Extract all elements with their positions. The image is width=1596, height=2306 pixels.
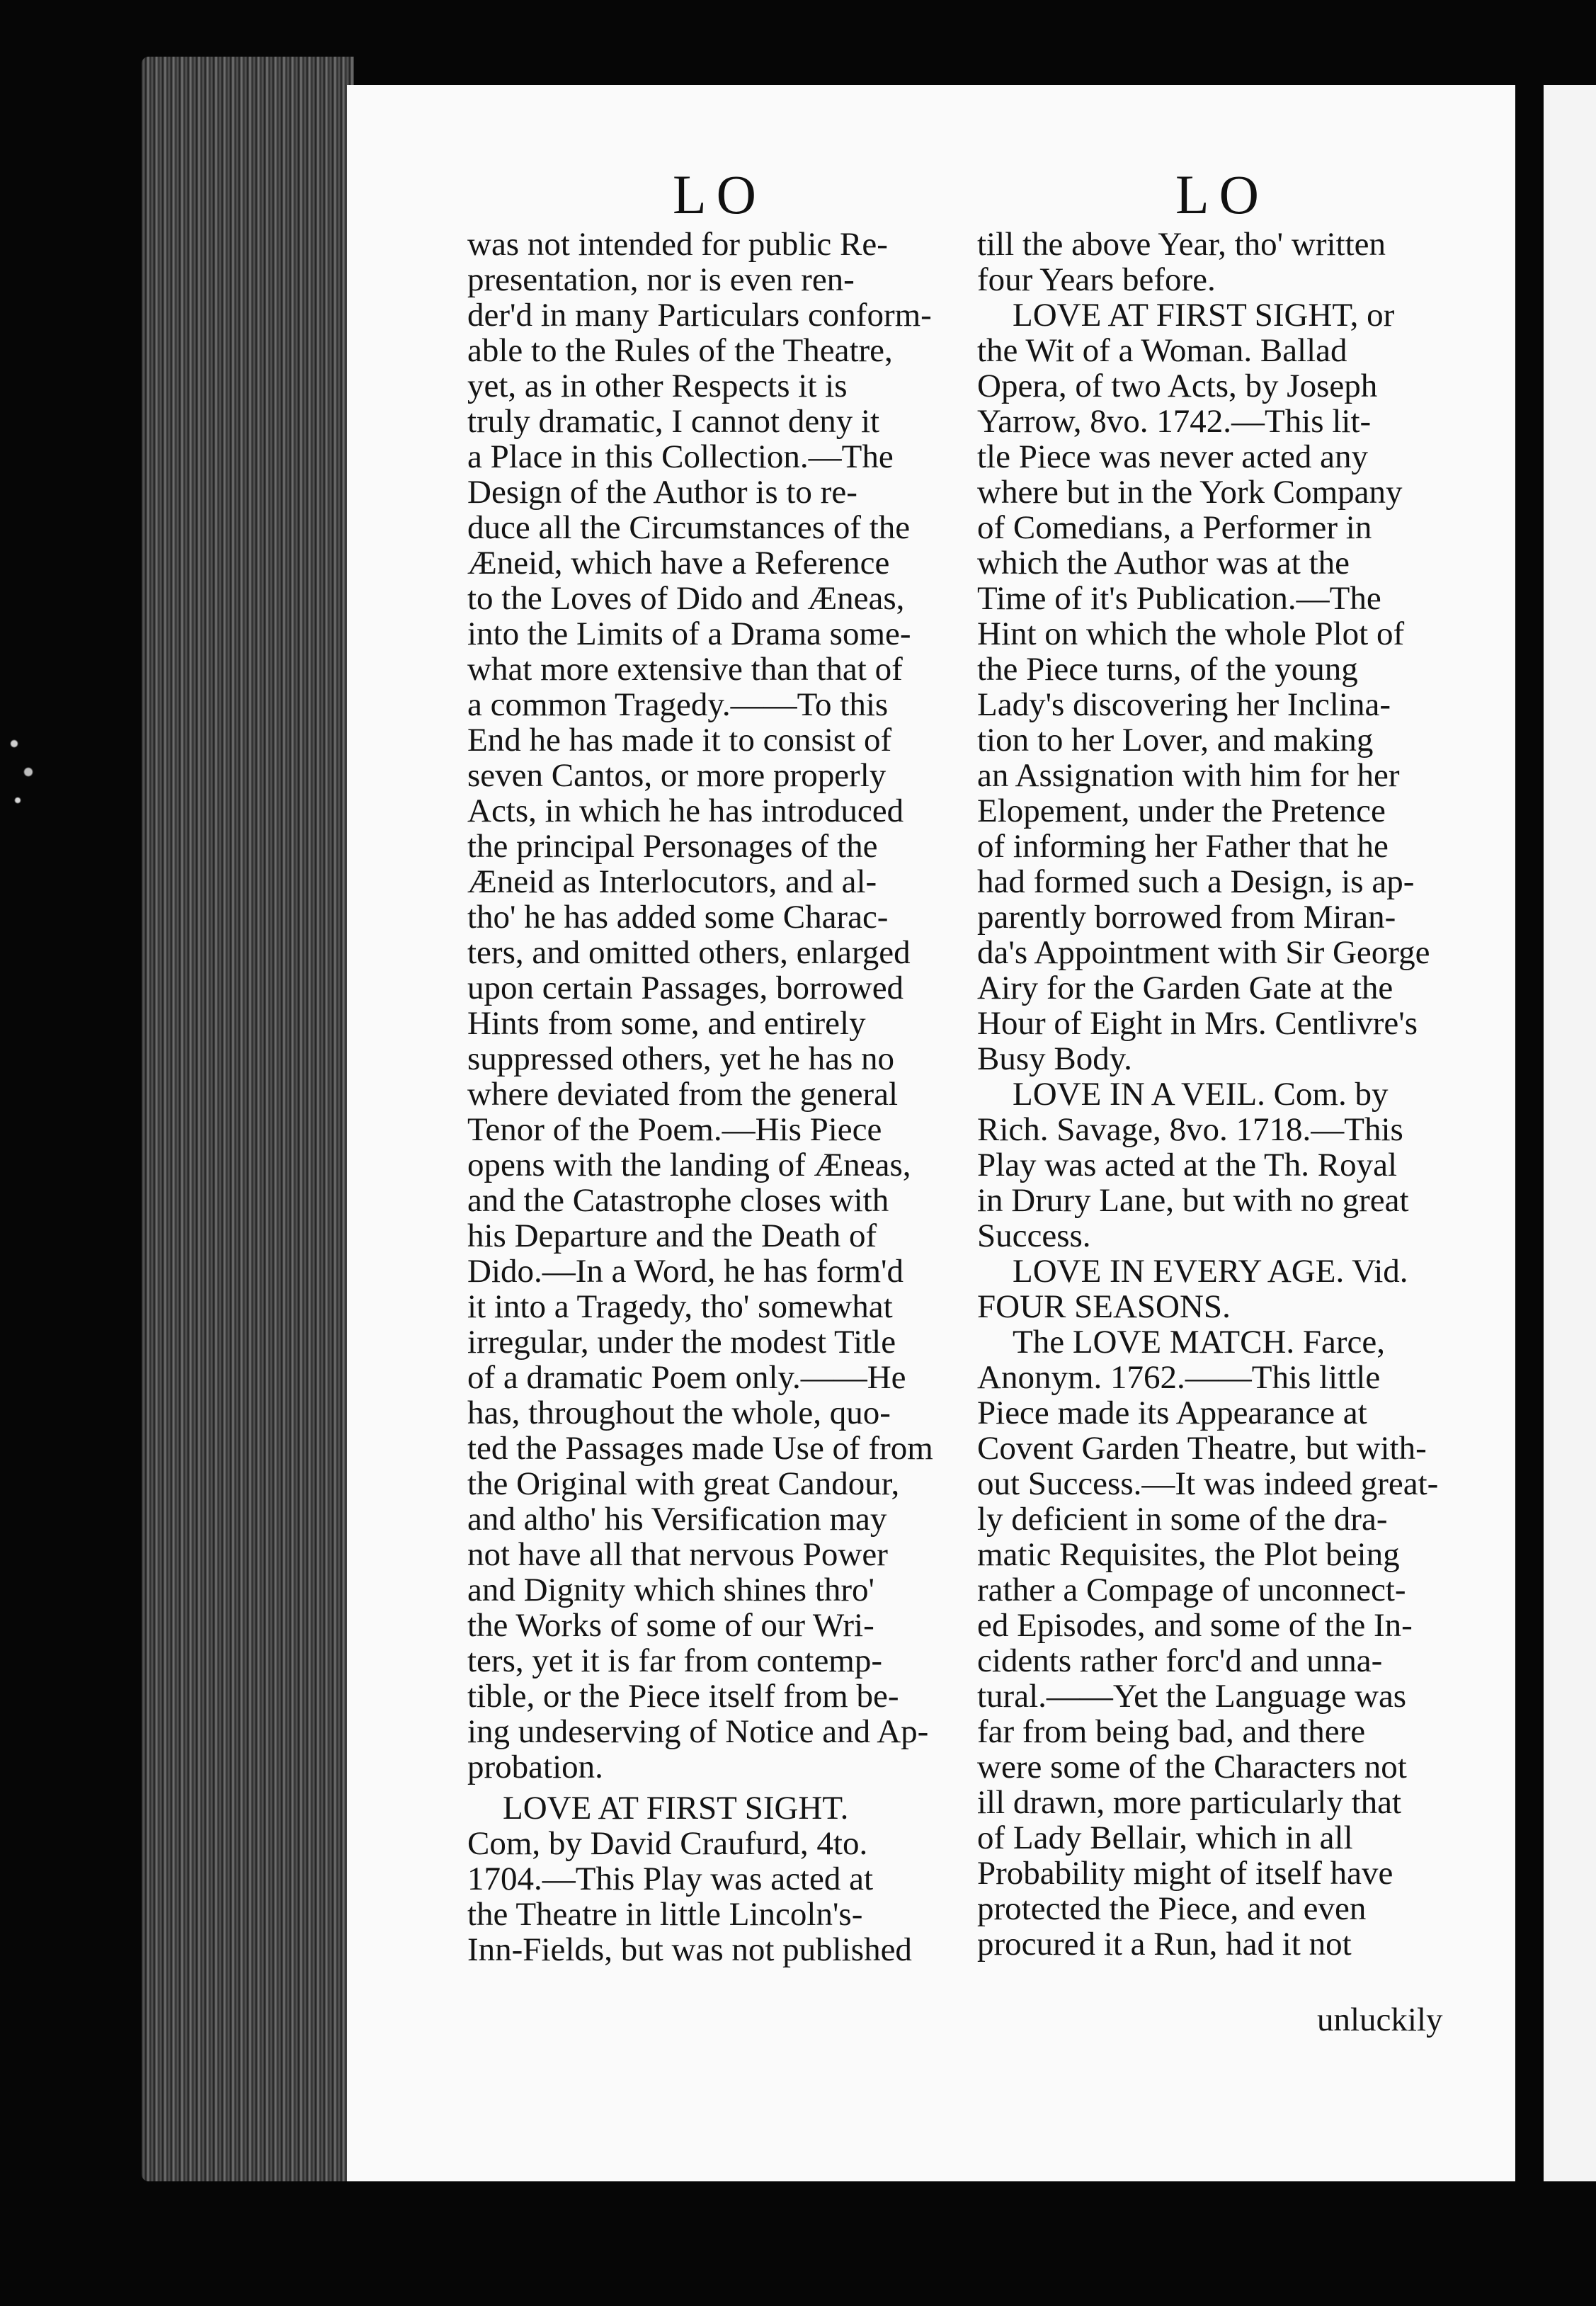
text-line: der'd in many Particulars conform- bbox=[467, 297, 932, 334]
text-line: Æneid as Interlocutors, and al- bbox=[467, 863, 877, 900]
text-line: ters, and omitted others, enlarged bbox=[467, 934, 911, 971]
text-line: Dido.—In a Word, he has form'd bbox=[467, 1253, 904, 1290]
text-line: was not intended for public Re- bbox=[467, 226, 888, 263]
text-line: ill drawn, more particularly that bbox=[977, 1784, 1402, 1821]
background-specks bbox=[0, 722, 57, 836]
text-line: Rich. Savage, 8vo. 1718.—This bbox=[977, 1111, 1403, 1148]
text-line: into the Limits of a Drama some- bbox=[467, 615, 911, 652]
text-line: Piece made its Appearance at bbox=[977, 1395, 1367, 1431]
text-line: what more extensive than that of bbox=[467, 651, 903, 688]
text-line: irregular, under the modest Title bbox=[467, 1324, 896, 1361]
entry-love-at-first-sight-1742 bbox=[977, 297, 1466, 1077]
entry-love-in-every-age bbox=[977, 1254, 1466, 1324]
text-line: parently borrowed from Miran- bbox=[977, 899, 1396, 936]
entry-love-in-a-veil bbox=[977, 1077, 1466, 1254]
text-line: ing undeserving of Notice and Ap- bbox=[467, 1713, 929, 1750]
text-line: Busy Body. bbox=[977, 1040, 1132, 1077]
text-line: matic Requisites, the Plot being bbox=[977, 1536, 1400, 1573]
text-line: and Dignity which shines thro' bbox=[467, 1572, 875, 1608]
text-line: not have all that nervous Power bbox=[467, 1536, 888, 1573]
text-line: where deviated from the general bbox=[467, 1076, 899, 1113]
text-line: the Theatre in little Lincoln's- bbox=[467, 1896, 863, 1933]
text-line: presentation, nor is even ren- bbox=[467, 261, 855, 298]
text-line: opens with the landing of Æneas, bbox=[467, 1147, 911, 1183]
text-line: an Assignation with him for her bbox=[977, 757, 1400, 794]
text-line: to the Loves of Dido and Æneas, bbox=[467, 580, 905, 617]
text-line: and the Catastrophe closes with bbox=[467, 1182, 889, 1219]
text-line: where but in the York Company bbox=[977, 474, 1403, 511]
text-line: Acts, in which he has introduced bbox=[467, 793, 904, 829]
text-line: ted the Passages made Use of from bbox=[467, 1430, 933, 1467]
text-line: the Works of some of our Wri- bbox=[467, 1607, 874, 1644]
text-line: the Piece turns, of the young bbox=[977, 651, 1358, 688]
text-line: able to the Rules of the Theatre, bbox=[467, 332, 893, 369]
text-line: Success. bbox=[977, 1217, 1091, 1254]
text-line: truly dramatic, I cannot deny it bbox=[467, 403, 880, 440]
text-line: ly deficient in some of the dra- bbox=[977, 1501, 1388, 1538]
text-line: and altho' his Versification may bbox=[467, 1501, 887, 1538]
text-line: probation. bbox=[467, 1749, 603, 1785]
text-line: Design of the Author is to re- bbox=[467, 474, 857, 511]
text-line: has, throughout the whole, quo- bbox=[467, 1395, 891, 1431]
text-line: Time of it's Publication.—The bbox=[977, 580, 1381, 617]
text-line: Hour of Eight in Mrs. Centlivre's bbox=[977, 1005, 1418, 1042]
text-line: FOUR SEASONS. bbox=[977, 1288, 1231, 1325]
text-line: of Lady Bellair, which in all bbox=[977, 1819, 1353, 1856]
text-line: which the Author was at the bbox=[977, 545, 1350, 581]
text-line: of Comedians, a Performer in bbox=[977, 509, 1372, 546]
text-line: tible, or the Piece itself from be- bbox=[467, 1678, 899, 1715]
text-line: till the above Year, tho' written bbox=[977, 226, 1386, 263]
text-line: out Success.—It was indeed great- bbox=[977, 1465, 1439, 1502]
right-column-continuation bbox=[977, 227, 1466, 297]
text-line: 1704.—This Play was acted at bbox=[467, 1861, 874, 1897]
text-line: upon certain Passages, borrowed bbox=[467, 970, 904, 1006]
text-line: ed Episodes, and some of the In- bbox=[977, 1607, 1413, 1644]
left-column bbox=[467, 227, 956, 1967]
text-line: tle Piece was never acted any bbox=[977, 438, 1368, 475]
text-line: Play was acted at the Th. Royal bbox=[977, 1147, 1398, 1183]
text-line: had formed such a Design, is ap- bbox=[977, 863, 1415, 900]
text-line: the Original with great Candour, bbox=[467, 1465, 900, 1502]
text-line: Tenor of the Poem.—His Piece bbox=[467, 1111, 882, 1148]
text-line: Opera, of two Acts, by Joseph bbox=[977, 368, 1378, 404]
text-line: da's Appointment with Sir George bbox=[977, 934, 1430, 971]
text-line: Æneid, which have a Reference bbox=[467, 545, 890, 581]
text-line: Hints from some, and entirely bbox=[467, 1005, 866, 1042]
text-line: The LOVE MATCH. Farce, bbox=[1013, 1324, 1386, 1361]
text-line: seven Cantos, or more properly bbox=[467, 757, 887, 794]
text-line: Inn-Fields, but was not published bbox=[467, 1931, 912, 1968]
text-line: End he has made it to consist of bbox=[467, 722, 892, 759]
text-line: tion to her Lover, and making bbox=[977, 722, 1374, 759]
text-line: cidents rather forc'd and unna- bbox=[977, 1642, 1383, 1679]
text-line: Elopement, under the Pretence bbox=[977, 793, 1386, 829]
text-line: Hint on which the whole Plot of bbox=[977, 615, 1405, 652]
text-line: Lady's discovering her Inclina- bbox=[977, 686, 1391, 723]
text-line: a Place in this Collection.—The bbox=[467, 438, 894, 475]
text-line: LOVE AT FIRST SIGHT, or bbox=[1013, 297, 1395, 334]
running-head-left: LO bbox=[673, 164, 766, 225]
running-head-right: LO bbox=[1175, 164, 1269, 225]
text-line: LOVE IN EVERY AGE. Vid. bbox=[1013, 1253, 1408, 1290]
text-line: Anonym. 1762.——This little bbox=[977, 1359, 1381, 1396]
text-line: it into a Tragedy, tho' somewhat bbox=[467, 1288, 893, 1325]
entry-love-at-first-sight-1704 bbox=[467, 1790, 956, 1967]
text-line: in Drury Lane, but with no great bbox=[977, 1182, 1409, 1219]
text-line: yet, as in other Respects it is bbox=[467, 368, 848, 404]
catchword: unluckily bbox=[1317, 2001, 1443, 2038]
text-line: Probability might of itself have bbox=[977, 1855, 1393, 1892]
text-line: his Departure and the Death of bbox=[467, 1217, 877, 1254]
left-column-text bbox=[467, 227, 956, 1785]
text-line: tho' he has added some Charac- bbox=[467, 899, 889, 936]
text-line: tural.——Yet the Language was bbox=[977, 1678, 1407, 1715]
text-line: the Wit of a Woman. Ballad bbox=[977, 332, 1347, 369]
text-line: ters, yet it is far from contemp- bbox=[467, 1642, 883, 1679]
text-line: suppressed others, yet he has no bbox=[467, 1040, 895, 1077]
facing-page-edge bbox=[1544, 85, 1596, 2181]
right-column bbox=[977, 227, 1466, 1962]
entry-love-match bbox=[977, 1324, 1466, 1962]
text-line: four Years before. bbox=[977, 261, 1216, 298]
text-line: a common Tragedy.——To this bbox=[467, 686, 889, 723]
text-line: protected the Piece, and even bbox=[977, 1890, 1367, 1927]
text-line: Com, by David Craufurd, 4to. bbox=[467, 1825, 868, 1862]
book-page-edges bbox=[142, 57, 354, 2181]
text-line: Yarrow, 8vo. 1742.—This lit- bbox=[977, 403, 1372, 440]
text-line: of informing her Father that he bbox=[977, 828, 1389, 865]
text-line: Covent Garden Theatre, but with- bbox=[977, 1430, 1427, 1467]
text-line: far from being bad, and there bbox=[977, 1713, 1366, 1750]
text-line: rather a Compage of unconnect- bbox=[977, 1572, 1406, 1608]
text-line: were some of the Characters not bbox=[977, 1749, 1407, 1785]
text-line: the principal Personages of the bbox=[467, 828, 878, 865]
text-line: of a dramatic Poem only.——He bbox=[467, 1359, 906, 1396]
text-line: duce all the Circumstances of the bbox=[467, 509, 911, 546]
text-line: Airy for the Garden Gate at the bbox=[977, 970, 1393, 1006]
text-line: procured it a Run, had it not bbox=[977, 1926, 1352, 1963]
text-line: LOVE IN A VEIL. Com. by bbox=[1013, 1076, 1389, 1113]
text-line: LOVE AT FIRST SIGHT. bbox=[503, 1790, 849, 1827]
